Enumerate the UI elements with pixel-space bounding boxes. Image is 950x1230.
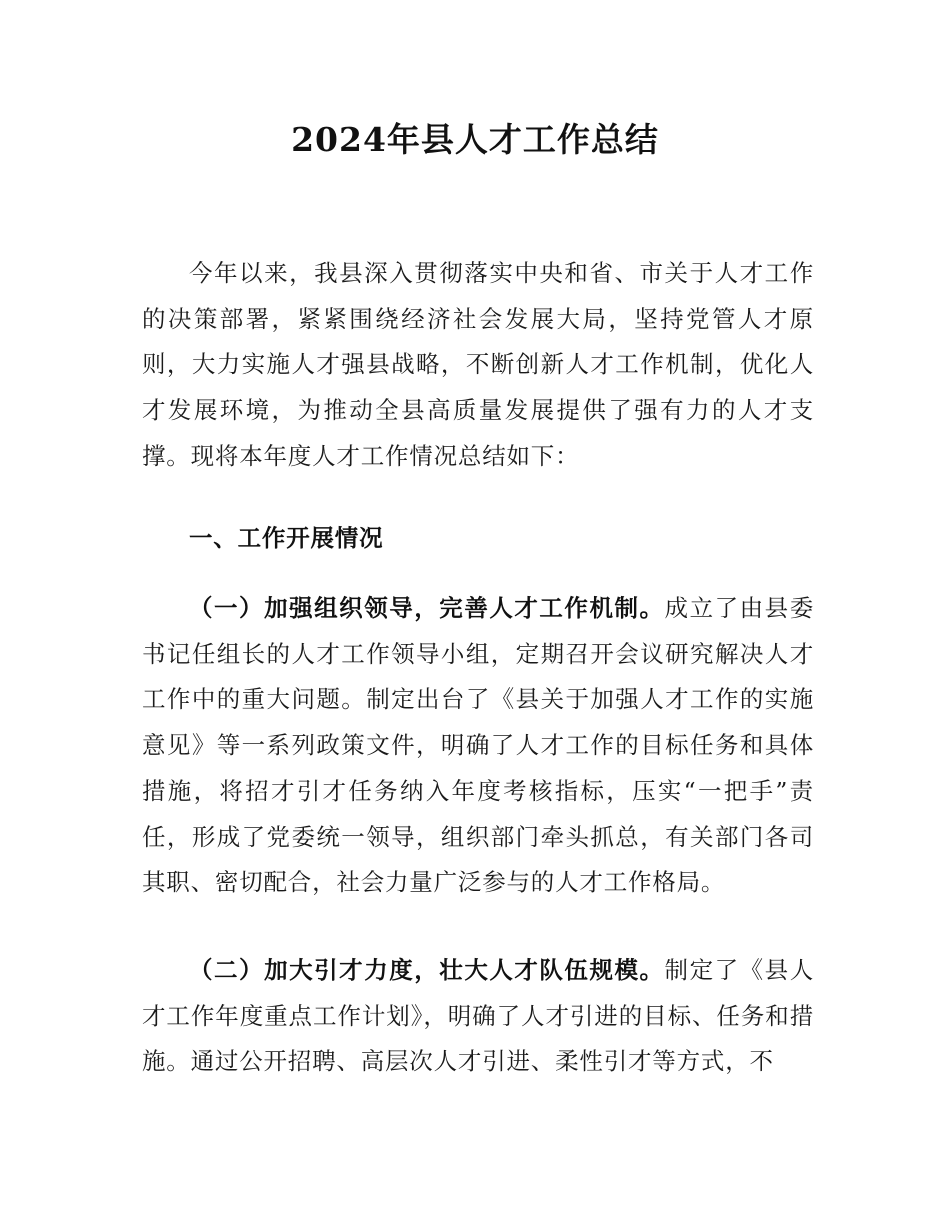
item-block-1	[142, 586, 814, 906]
item-paragraph	[142, 948, 814, 1085]
item-text: 成立了由县委书记任组长的人才工作领导小组，定期召开会议研究解决人才工作中的重大问题。制定出台了《县关于加强人才工作的实施意见》等一系列政策文件，明确了人才工作的目标任务和具体措施，将招才引才任务纳入年度考核指标，压实“一把手”责任，形成了党委统一领导，组织部门牵头抓总，有关部门各司其职、密切配合，社会力量广泛参与的人才工作格局。	[142, 594, 814, 897]
intro-paragraph: 今年以来，我县深入贯彻落实中央和省、市关于人才工作的决策部署，紧紧围绕经济社会发展大局，坚持党管人才原则，大力实施人才强县战略，不断创新人才工作机制，优化人才发展环境，为推动全县高质量发展提供了强有力的人才支撑。现将本年度人才工作情况总结如下：	[142, 259, 814, 470]
item-lead: （二）加大引才力度，壮大人才队伍规模。	[189, 956, 665, 984]
item-paragraph	[142, 586, 814, 906]
item-block-2	[142, 948, 814, 1085]
intro-block	[142, 251, 814, 480]
item-lead: （一）加强组织领导，完善人才工作机制。	[189, 594, 665, 622]
item-text: 制定了《县人才工作年度重点工作计划》，明确了人才引进的目标、任务和措施。通过公开招聘、高层次人才引进、柔性引才等方式，不	[142, 956, 814, 1076]
document-title: 2024年县人才工作总结	[291, 120, 659, 159]
section-block	[142, 516, 814, 562]
section-heading: 一、工作开展情况	[189, 524, 384, 552]
